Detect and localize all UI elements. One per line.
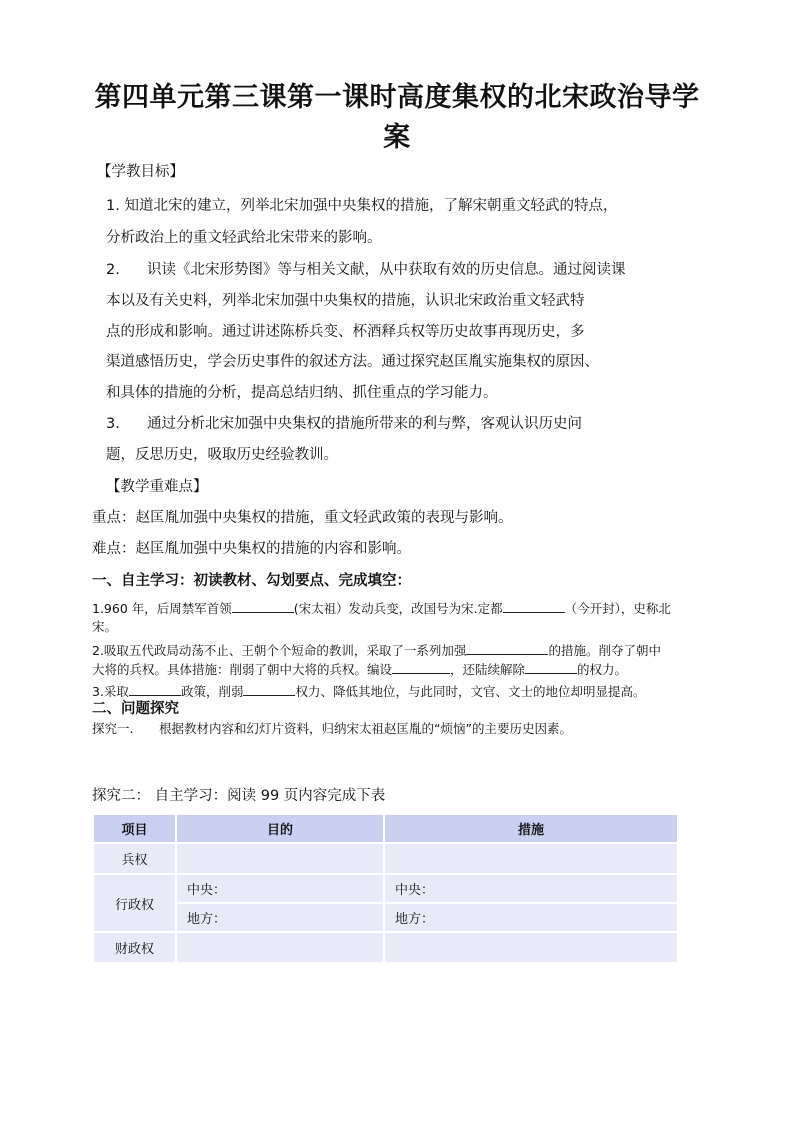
table-header-row (93, 814, 678, 843)
objective-2-line4: 渠道感悟历史，学会历史事件的叙述方法。通过探究赵匡胤实施集权的原因、 (106, 354, 599, 370)
table-row (93, 843, 678, 874)
explore-2: 探究二： 自主学习：阅读 99 页内容完成下表 (92, 788, 386, 804)
section2-heading: 二、问题探究 (92, 701, 179, 717)
fill-question-3: 3.采取 政策，削弱 权力、降低其地位，与此同时，文官、文士的地位却明显提高。 (92, 681, 645, 702)
objective-3: 通过分析北宋加强中央集权的措施所带来的利与弊，客观认识历史问 (147, 416, 582, 432)
blank-5[interactable] (525, 659, 577, 674)
fill-question-2: 2.吸取五代政局动荡不止、王朝个个短命的教训，采取了一系列加强 的措施。削夺了朝中 (92, 640, 661, 661)
blank-1[interactable] (232, 598, 294, 613)
blank-4[interactable] (392, 659, 450, 674)
objective-2: 识读《北宋形势图》等与相关文献，从中获取有效的历史信息。通过阅读课 (147, 262, 626, 278)
keypoints-heading: 【教学重难点】 (106, 479, 208, 495)
section1-heading: 一、自主学习：初读教材、勾划要点、完成填空： (92, 573, 411, 589)
header-purpose: 目的 (176, 814, 384, 843)
objectives-heading: 【学教目标】 (97, 164, 184, 180)
cell-fiscal-measures[interactable] (384, 932, 678, 963)
fill-question-1: 1.960 年，后周禁军首领 (宋太祖）发动兵变，改国号为宋.定都 （今开封），史称北 (92, 598, 671, 619)
cell-admin-purpose-central[interactable]: 中央： (176, 874, 384, 903)
explore-1-label: 探究一. (92, 721, 134, 736)
difficult-point: 难点：赵匡胤加强中央集权的措施的内容和影响。 (92, 541, 411, 557)
objective-1-cont: 分析政治上的重文轻武给北宋带来的影响。 (106, 230, 382, 246)
table-row (93, 932, 678, 963)
row-military-power: 兵权 (93, 843, 176, 874)
cell-admin-measures-central[interactable]: 中央： (384, 874, 678, 903)
blank-6[interactable] (129, 681, 181, 696)
objective-1: 1. 知道北宋的建立，列举北宋加强中央集权的措施，了解宋朝重文轻武的特点， (106, 198, 618, 214)
row-administrative-power: 行政权 (93, 874, 176, 932)
objective-3-line2: 题，反思历史，吸取历史经验教训。 (106, 447, 338, 463)
fill-question-1-cont: 宋。 (92, 619, 118, 634)
blank-7[interactable] (243, 681, 295, 696)
key-point: 重点：赵匡胤加强中央集权的措施，重文轻武政策的表现与影响。 (92, 510, 513, 526)
explore-1: 根据教材内容和幻灯片资料，归纳宋太祖赵匡胤的“烦恼”的主要历史因素。 (159, 721, 572, 736)
cell-military-measures[interactable] (384, 843, 678, 874)
header-measures: 措施 (384, 814, 678, 843)
objective-2-line2: 本以及有关史料，列举北宋加强中央集权的措施，认识北宋政治重文轻武特 (106, 293, 585, 309)
objective-2-number: 2. (106, 262, 120, 278)
header-item: 项目 (93, 814, 176, 843)
table-row (93, 874, 678, 903)
page-title: 第四单元第三课第一课时高度集权的北宋政治导学案 (94, 82, 700, 153)
objective-3-number: 3. (106, 416, 120, 432)
cell-fiscal-purpose[interactable] (176, 932, 384, 963)
cell-admin-measures-local[interactable]: 地方： (384, 903, 678, 932)
objective-2-line5: 和具体的措施的分析，提高总结归纳、抓住重点的学习能力。 (106, 385, 498, 401)
blank-3[interactable] (466, 640, 548, 655)
table-row (93, 903, 678, 932)
fill-question-2-cont: 大将的兵权。具体措施：削弱了朝中大将的兵权。编设 ，还陆续解除 的权力。 (92, 659, 627, 680)
cell-military-purpose[interactable] (176, 843, 384, 874)
measures-table (92, 813, 679, 964)
blank-2[interactable] (503, 598, 565, 613)
cell-admin-purpose-local[interactable]: 地方： (176, 903, 384, 932)
row-fiscal-power: 财政权 (93, 932, 176, 963)
objective-2-line3: 点的形成和影响。通过讲述陈桥兵变、杯酒释兵权等历史故事再现历史，多 (106, 324, 585, 340)
